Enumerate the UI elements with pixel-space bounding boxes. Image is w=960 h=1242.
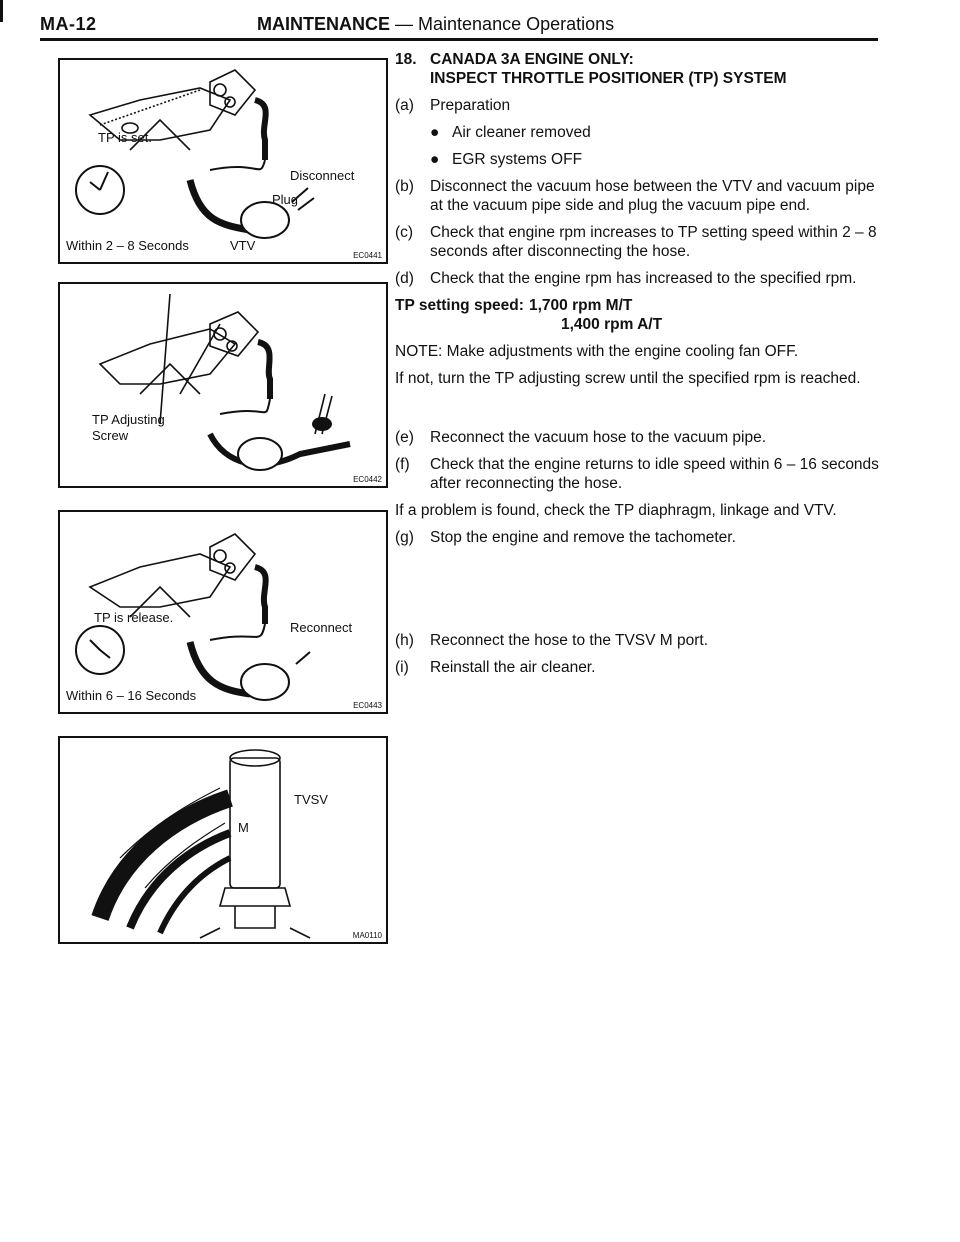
item-key: (h) xyxy=(395,632,414,649)
item-text: Disconnect the vacuum hose between the VTV and vacuum pipe at the vacuum pipe side and plug the vacuum pipe end. xyxy=(430,178,875,214)
heading-line-1: CANADA 3A ENGINE ONLY: xyxy=(430,51,634,68)
item-text: Stop the engine and remove the tachometer. xyxy=(430,529,736,546)
step-number: 18. xyxy=(395,51,417,68)
disconnect-label: Disconnect xyxy=(290,168,355,183)
page-header xyxy=(40,8,878,41)
item-a xyxy=(395,96,885,115)
bullet-item: ● EGR systems OFF xyxy=(430,151,583,168)
item-d xyxy=(395,269,885,288)
within-seconds-label: Within 6 – 16 Seconds xyxy=(66,688,197,703)
item-key: (c) xyxy=(395,224,414,241)
spec-at: 1,400 rpm A/T xyxy=(561,316,663,333)
tvsv-label: TVSV xyxy=(294,792,328,807)
tp-adjusting-label: TP Adjusting xyxy=(92,412,165,427)
item-key: (b) xyxy=(395,178,414,195)
figure-code: EC0443 xyxy=(353,701,382,710)
section-subtitle: — Maintenance Operations xyxy=(395,14,615,34)
vtv-label: VTV xyxy=(230,238,256,253)
figure-code: EC0441 xyxy=(353,251,382,260)
step-heading xyxy=(395,50,885,88)
screw-label: Screw xyxy=(92,428,129,443)
figure-tvsv xyxy=(58,736,388,944)
section-name: MAINTENANCE xyxy=(257,14,390,34)
section-title xyxy=(257,14,614,35)
figure-tp-adjusting-screw xyxy=(58,282,388,488)
tp-setting-speed xyxy=(395,296,885,334)
item-key: (f) xyxy=(395,456,410,473)
corner-mark xyxy=(0,0,3,22)
item-key: (i) xyxy=(395,659,409,676)
item-key: (d) xyxy=(395,270,414,287)
figure-code: EC0442 xyxy=(353,475,382,484)
procedure-text xyxy=(395,50,885,677)
m-port-label: M xyxy=(238,820,249,835)
tp-is-set-label: TP is set. xyxy=(98,130,152,145)
bullet-text: Air cleaner removed xyxy=(452,124,591,141)
item-c xyxy=(395,223,885,261)
item-text: Reinstall the air cleaner. xyxy=(430,659,596,676)
bullet-item: ● Air cleaner removed xyxy=(430,124,591,141)
note: NOTE: Make adjustments with the engine cooling fan OFF. xyxy=(395,343,799,360)
figure-tp-set xyxy=(58,58,388,264)
spec-mt: 1,700 rpm M/T xyxy=(529,297,633,314)
item-text: Check that engine rpm increases to TP setting speed within 2 – 8 seconds after disconnecting the hose. xyxy=(430,224,877,260)
plug-label: Plug xyxy=(272,192,299,207)
item-text: Reconnect the vacuum hose to the vacuum pipe. xyxy=(430,429,767,446)
figure-code: MA0110 xyxy=(352,931,382,940)
spec-label: TP setting speed: xyxy=(395,297,524,314)
item-key: (e) xyxy=(395,429,414,446)
heading-line-2: INSPECT THROTTLE POSITIONER (TP) SYSTEM xyxy=(430,70,787,87)
figure-tp-release xyxy=(58,510,388,714)
bullet-text: EGR systems OFF xyxy=(452,151,583,168)
item-text: Check that the engine rpm has increased to the specified rpm. xyxy=(430,270,857,287)
if-not-instruction: If not, turn the TP adjusting screw until the specified rpm is reached. xyxy=(395,370,861,387)
item-text: Reconnect the hose to the TVSV M port. xyxy=(430,632,709,649)
item-text: Preparation xyxy=(430,97,511,114)
item-key: (a) xyxy=(395,97,414,114)
item-text: Check that the engine returns to idle speed within 6 – 16 seconds after reconnecting the hose. xyxy=(430,456,879,492)
page-number: MA-12 xyxy=(40,14,97,34)
item-key: (g) xyxy=(395,529,414,546)
tvsv-illustration xyxy=(60,738,386,942)
adjusting-screw-illustration xyxy=(60,284,386,486)
problem-instruction: If a problem is found, check the TP diaphragm, linkage and VTV. xyxy=(395,502,837,519)
item-b xyxy=(395,177,885,215)
item-h xyxy=(395,631,885,650)
item-f xyxy=(395,455,885,493)
item-i xyxy=(395,658,885,677)
item-e xyxy=(395,428,885,447)
reconnect-label: Reconnect xyxy=(290,620,353,635)
item-g xyxy=(395,528,885,547)
tp-is-release-label: TP is release. xyxy=(94,610,174,625)
within-seconds-label: Within 2 – 8 Seconds xyxy=(66,238,189,253)
throttle-linkage-illustration xyxy=(60,60,386,262)
